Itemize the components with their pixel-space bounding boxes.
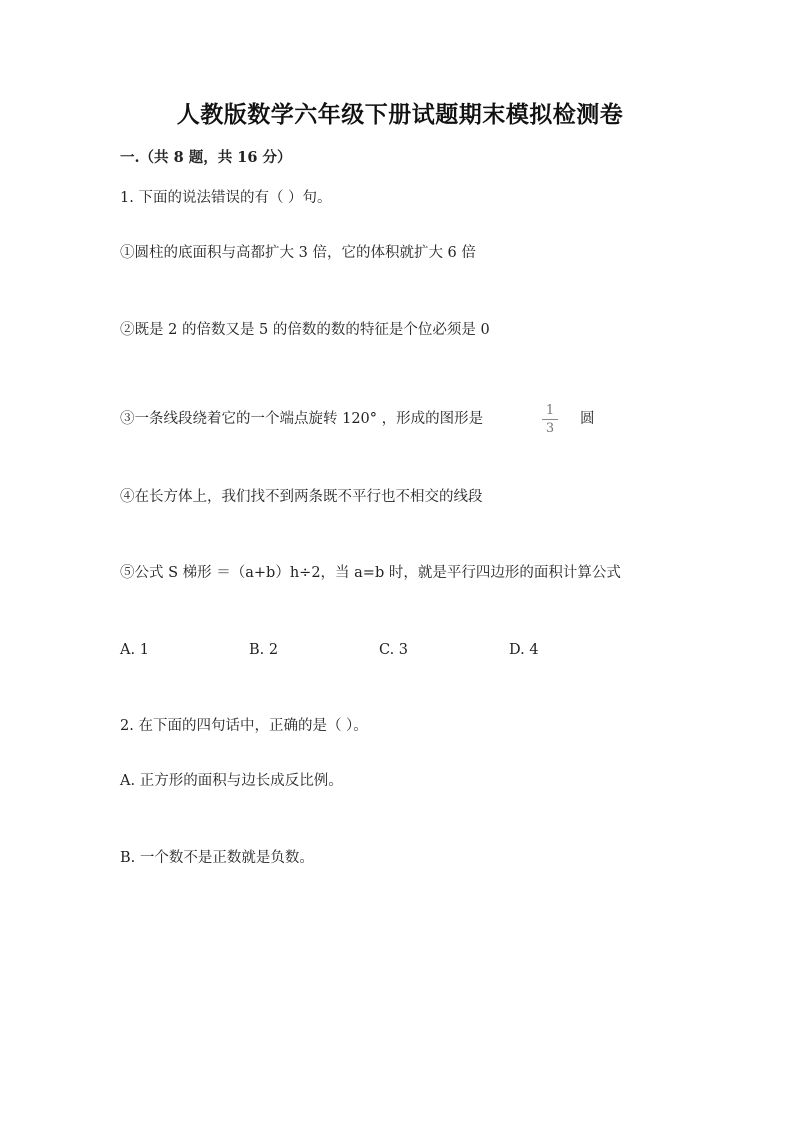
- question-1-statement-2: ②既是 2 的倍数又是 5 的倍数的数的特征是个位必须是 0: [120, 322, 490, 338]
- fraction-numerator: 1: [545, 403, 555, 418]
- question-1-option-b: B. 2: [249, 642, 279, 658]
- question-1-stem: 1. 下面的说法错误的有（ ）句。: [120, 190, 332, 206]
- question-2-option-b: B. 一个数不是正数就是负数。: [120, 850, 314, 866]
- question-1-option-c: C. 3: [379, 642, 409, 658]
- question-1-option-d: D. 4: [509, 642, 539, 658]
- fraction-one-third: [540, 404, 560, 435]
- document-title: 人教版数学六年级下册试题期末模拟检测卷: [176, 101, 624, 128]
- question-1-statement-1: ①圆柱的底面积与高都扩大 3 倍，它的体积就扩大 6 倍: [120, 245, 476, 261]
- question-1-option-a: A. 1: [120, 642, 149, 658]
- question-1-statement-3-suffix: 圆: [580, 411, 595, 427]
- question-2-stem: 2. 在下面的四句话中，正确的是（ ）。: [120, 718, 368, 734]
- question-1-statement-5: ⑤公式 S 梯形 ＝（a+b）h÷2，当 a=b 时，就是平行四边形的面积计算公式: [120, 565, 621, 581]
- section-heading: 一.（共 8 题，共 16 分）: [120, 149, 292, 166]
- question-2-option-a: A. 正方形的面积与边长成反比例。: [120, 773, 343, 789]
- question-1-statement-3: ③一条线段绕着它的一个端点旋转 120° ，形成的图形是: [120, 411, 484, 427]
- question-1-statement-4: ④在长方体上，我们找不到两条既不平行也不相交的线段: [120, 489, 483, 505]
- fraction-bar: [542, 419, 558, 420]
- fraction-denominator: 3: [545, 421, 555, 436]
